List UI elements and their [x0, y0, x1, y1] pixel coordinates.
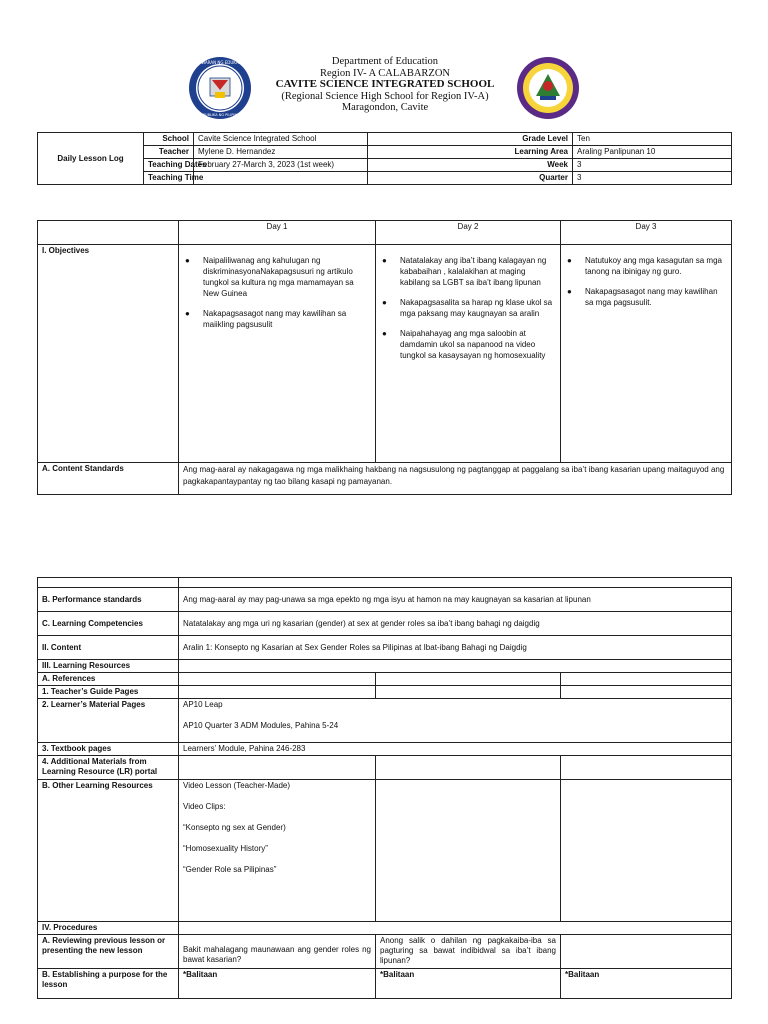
learning-area-value: Araling Panlipunan 10 — [573, 146, 732, 159]
additional-materials-label: 4. Additional Materials from Learning Resource (LR) portal — [38, 756, 179, 780]
reviewing-lesson-label: A. Reviewing previous lesson or presenting the new lesson — [38, 935, 179, 969]
reviewing-day2-text: Anong salik o dahilan ng pagkakaiba-iba sa pagturing sa bawat indibidwal sa iba’t ibang lipunan? — [376, 935, 561, 969]
day1-objective: ● Nakapagsasagot nang may kawilihan sa maiikling pagsusulit — [183, 308, 371, 330]
procedures-label: IV. Procedures — [38, 922, 179, 935]
empty-cell — [179, 756, 376, 780]
day1-objectives — [179, 245, 376, 463]
empty-cell — [561, 756, 732, 780]
empty-cell — [561, 686, 732, 699]
empty-cell — [376, 686, 561, 699]
day2-objective: ● Natatalakay ang iba’t ibang kalagayan ng kababaihan , kalalakihan at maging kabilang sa LGBT sa iba’t ibang lipunan — [380, 255, 556, 288]
learners-material-item: AP10 Quarter 3 ADM Modules, Pahina 5-24 — [183, 721, 339, 730]
day3-objective: ● Natutukoy ang mga kasagutan sa mga tanong na ibinigay ng guro. — [565, 255, 727, 277]
day3-objective: ● Nakapagsasagot nang may kawilihan sa mga pagsusulit. — [565, 286, 727, 308]
learning-plan-table — [37, 577, 732, 999]
day2-objective: ● Naipahahayag ang mga saloobin at damdamin ukol sa napanood na video tungkol sa kasaysayan ng homosexuality — [380, 328, 556, 361]
performance-standards-text: Ang mag-aaral ay may pag-unawa sa mga epekto ng mga isyu at hamon na may kaugnayan sa kasarian at lipunan — [179, 588, 732, 612]
other-resource-item: Video Clips: — [183, 802, 226, 811]
teachers-guide-label: 1. Teacher’s Guide Pages — [38, 686, 179, 699]
learners-material-cell — [179, 699, 732, 743]
svg-text:KAGAWARAN NG EDUKASYON: KAGAWARAN NG EDUKASYON — [190, 60, 250, 65]
quarter-value: 3 — [573, 172, 732, 185]
header-department: Department of Education — [331, 56, 439, 67]
other-resource-item: Video Lesson (Teacher-Made) — [183, 781, 291, 790]
content-label: II. Content — [38, 636, 179, 660]
grade-level-value: Ten — [573, 133, 732, 146]
teacher-label: Teacher — [144, 146, 194, 159]
day2-objectives — [376, 245, 561, 463]
empty-cell — [376, 756, 561, 780]
empty-cell — [179, 660, 732, 673]
performance-standards-label: B. Performance standards — [38, 588, 179, 612]
daily-lesson-log-title: Daily Lesson Log — [38, 133, 144, 185]
learners-material-label: 2. Learner’s Material Pages — [38, 699, 179, 743]
day3-header: Day 3 — [561, 221, 732, 245]
other-resource-item: “Homosexuality History” — [183, 844, 268, 853]
other-resource-item: “Gender Role sa Pilipinas” — [183, 865, 277, 874]
learning-competencies-label: C. Learning Competencies — [38, 612, 179, 636]
empty-cell — [376, 780, 561, 922]
teaching-dates-value: February 27-March 3, 2023 (1st week) — [194, 159, 368, 172]
day1-objective: ● Naipaliliwanag ang kahulugan ng diskriminasyonaNakapagsusuri ng artikulo tungkol sa kultura ng mga mamamayan sa New Guinea — [183, 255, 371, 299]
content-text: Aralin 1: Konsepto ng Kasarian at Sex Gender Roles sa Pilipinas at Ibat-ibang Bahagi ng Daigdig — [179, 636, 732, 660]
school-label: School — [144, 133, 194, 146]
header-location: Maragondon, Cavite — [341, 102, 429, 113]
learning-resources-label: III. Learning Resources — [38, 660, 179, 673]
header-school-type: (Regional Science High School for Region IV-A) — [281, 90, 489, 102]
other-resources-label: B. Other Learning Resources — [38, 780, 179, 922]
empty-cell — [179, 673, 376, 686]
header-school-name: CAVITE SCIENCE INTEGRATED SCHOOL — [275, 78, 495, 90]
empty-cell — [179, 922, 732, 935]
header-text-block — [240, 56, 530, 114]
references-label: A. References — [38, 673, 179, 686]
teaching-time-value — [194, 172, 368, 185]
objectives-table — [37, 220, 732, 495]
establishing-purpose-label: B. Establishing a purpose for the lesson — [38, 969, 179, 999]
teacher-value: Mylene D. Hernandez — [194, 146, 368, 159]
header-region: Region IV- A CALABARZON — [320, 67, 450, 79]
other-resource-item: “Konsepto ng sex at Gender) — [183, 823, 286, 832]
purpose-day1-text: *Balitaan — [179, 969, 376, 999]
teaching-time-label: Teaching Time — [144, 172, 194, 185]
teaching-dates-label: Teaching Dates — [144, 159, 194, 172]
other-resources-cell — [179, 780, 376, 922]
school-value: Cavite Science Integrated School — [194, 133, 368, 146]
day2-objective: ● Nakapagsasalita sa harap ng klase ukol sa mga paksang may kaugnayan sa aralin — [380, 297, 556, 319]
textbook-pages-text: Learners’ Module, Pahina 246-283 — [179, 743, 732, 756]
week-label: Week — [368, 159, 573, 172]
day2-header: Day 2 — [376, 221, 561, 245]
day1-header: Day 1 — [179, 221, 376, 245]
purpose-day3-text: *Balitaan — [561, 969, 732, 999]
objectives-label: I. Objectives — [38, 245, 179, 463]
document-header — [0, 56, 768, 126]
empty-cell — [561, 780, 732, 922]
grade-level-label: Grade Level — [368, 133, 573, 146]
day3-objectives — [561, 245, 732, 463]
empty-cell — [561, 673, 732, 686]
textbook-pages-label: 3. Textbook pages — [38, 743, 179, 756]
empty-corner-cell — [38, 221, 179, 245]
purpose-day2-text: *Balitaan — [376, 969, 561, 999]
lesson-info-table — [37, 132, 732, 185]
learning-area-label: Learning Area — [368, 146, 573, 159]
content-standards-text: Ang mag-aaral ay nakagagawa ng mga malikhaing hakbang na nagsusulong ng pagtanggap at paggalang sa iba’t ibang kasarian upang maitaguyod ang pagkakapantaypantay ng tao bilang kasapi ng pamayanan. — [179, 463, 732, 495]
svg-text:REPUBLIKA NG PILIPINAS: REPUBLIKA NG PILIPINAS — [198, 113, 242, 117]
empty-cell — [376, 673, 561, 686]
week-value: 3 — [573, 159, 732, 172]
empty-cell — [38, 578, 179, 588]
empty-cell — [561, 935, 732, 969]
reviewing-day1-text: Bakit mahalagang maunawaan ang gender roles ng bawat kasarian? — [179, 935, 376, 969]
learners-material-item: AP10 Leap — [183, 700, 223, 709]
empty-cell — [179, 578, 732, 588]
quarter-label: Quarter — [368, 172, 573, 185]
learning-competencies-text: Natatalakay ang mga uri ng kasarian (gender) at sex at gender roles sa iba’t ibang bahagi ng daigdig — [179, 612, 732, 636]
content-standards-label: A. Content Standards — [38, 463, 179, 495]
school-seal-icon — [516, 56, 580, 120]
empty-cell — [179, 686, 376, 699]
